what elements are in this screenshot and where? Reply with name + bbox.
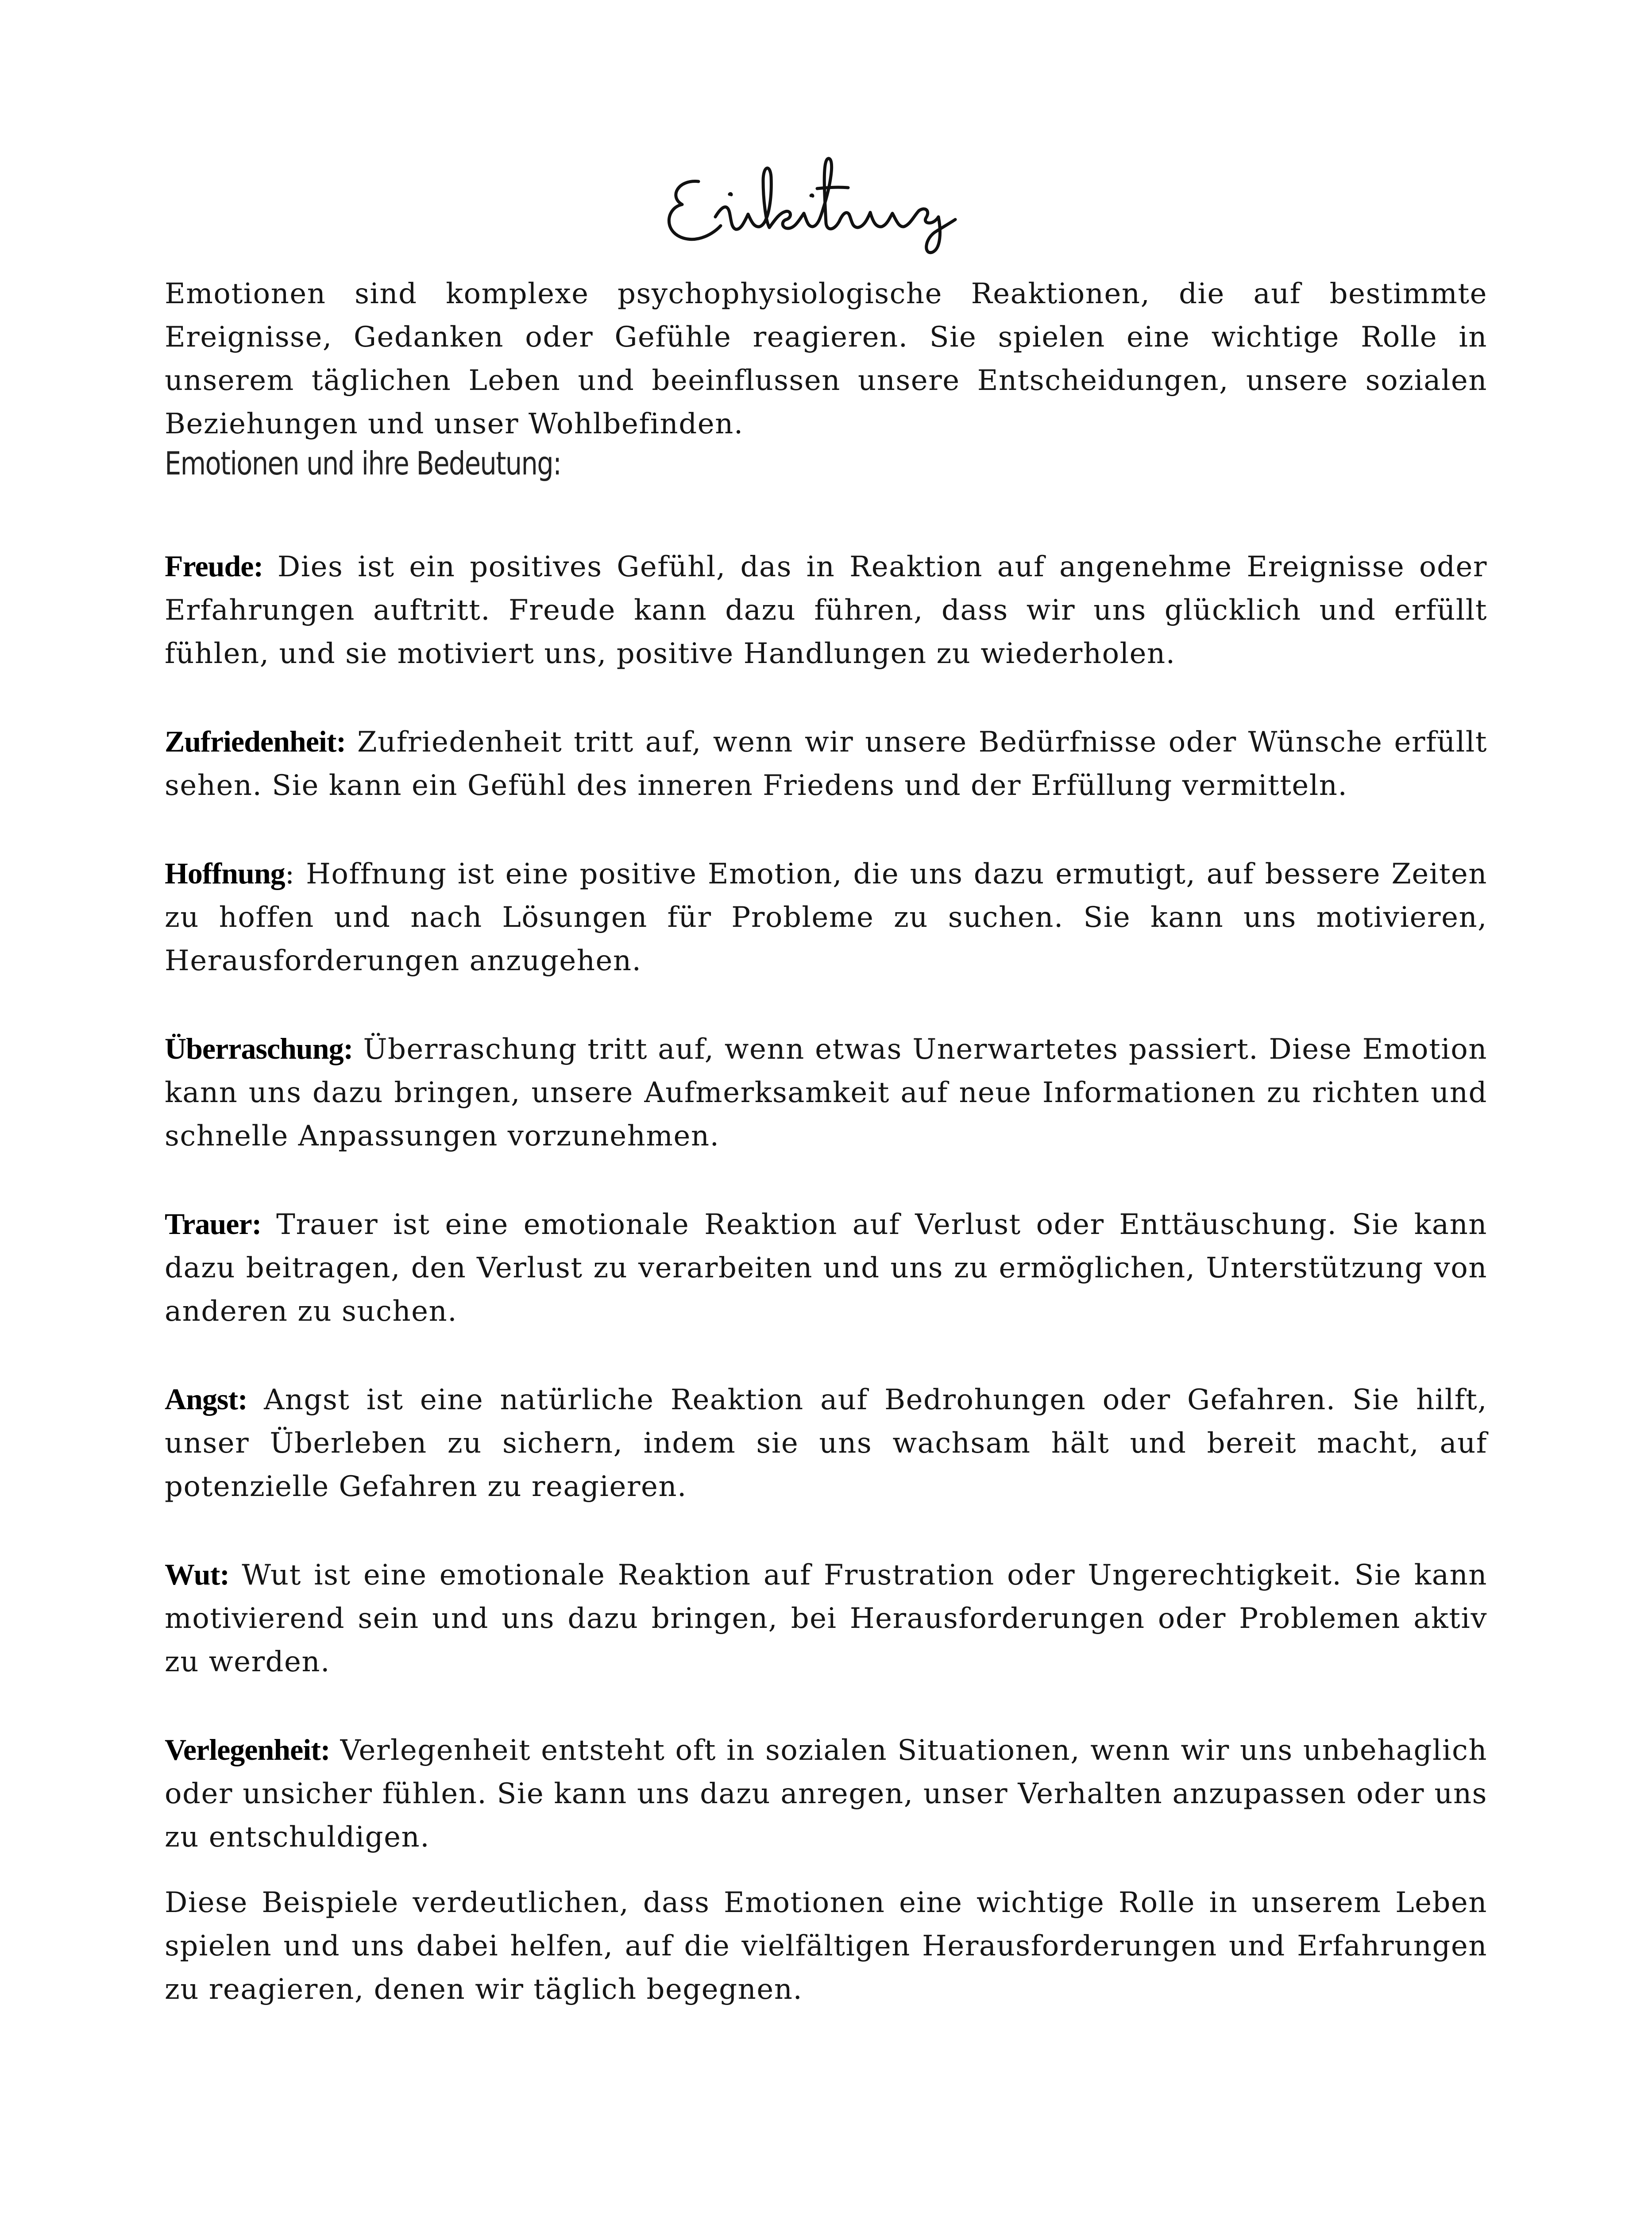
emotion-text: Trauer ist eine emotionale Reaktion auf Verlust oder Enttäuschung. Sie kann dazu beitragen, den Verlust zu verarbeiten und uns zu ermöglichen, Unterstützung von anderen zu suchen. [165,1208,1487,1328]
emotion-item-zufriedenheit [165,720,1487,807]
intro-paragraph: Emotionen sind komplexe psychophysiologische Reaktionen, die auf bestimmte Ereignisse, Gedanken oder Gefühle reagieren. Sie spielen eine wichtige Rolle in unserem täglichen Leben und beeinflussen unsere Entscheidungen, unsere sozialen Beziehungen und unser Wohlbefinden. [165,278,1487,440]
emotion-text: Verlegenheit entsteht oft in sozialen Situationen, wenn wir uns unbehaglich oder unsicher fühlen. Sie kann uns dazu anregen, unser Verhalten anzupassen oder uns zu entschuldigen. [165,1734,1487,1854]
emotion-text: Wut ist eine emotionale Reaktion auf Frustration oder Ungerechtigkeit. Sie kann motivierend sein und uns dazu bringen, bei Herausforderungen oder Problemen aktiv zu werden. [165,1559,1487,1678]
emotion-label: Zufriedenheit: [165,725,346,758]
conclusion-section [165,1881,1487,2011]
emotion-item-ueberraschung [165,1027,1487,1158]
emotion-item-wut [165,1553,1487,1684]
emotion-text: Angst ist eine natürliche Reaktion auf Bedrohungen oder Gefahren. Sie hilft, unser Überleben zu sichern, indem sie uns wachsam hält und bereit macht, auf potenzielle Gefahren zu reagieren. [165,1384,1487,1503]
emotion-text: Dies ist ein positives Gefühl, das in Reaktion auf angenehme Ereignisse oder Erfahrungen auftritt. Freude kann dazu führen, dass wir uns glücklich und erfüllt fühlen, und sie motiviert uns, positive Handlungen zu wiederholen. [165,551,1487,670]
conclusion-paragraph: Diese Beispiele verdeutlichen, dass Emotionen eine wichtige Rolle in unserem Leben spielen und uns dabei helfen, auf die vielfältigen Herausforderungen und Erfahrungen zu reagieren, denen wir täglich begegnen. [165,1886,1487,2006]
emotion-item-angst [165,1377,1487,1508]
emotion-item-hoffnung [165,852,1487,983]
emotion-text: : Hoffnung ist eine positive Emotion, die uns dazu ermutigt, auf bessere Zeiten zu hoffen und nach Lösungen für Probleme zu suchen. Sie kann uns motivieren, Herausforderungen anzugehen. [165,858,1487,977]
emotion-label: Hoffnung [165,856,285,890]
emotion-item-verlegenheit [165,1728,1487,1859]
page-title [658,133,994,266]
intro-section [165,272,1487,446]
emotion-item-freude [165,544,1487,675]
emotion-label: Angst: [165,1382,247,1416]
title-wrap [0,133,1652,266]
emotion-label: Überraschung: [165,1032,353,1065]
emotion-label: Trauer: [165,1207,262,1241]
emotion-item-trauer [165,1202,1487,1333]
emotion-text: Zufriedenheit tritt auf, wenn wir unsere Bedürfnisse oder Wünsche erfüllt sehen. Sie kann ein Gefühl des inneren Friedens und der Erfüllung vermitteln. [165,726,1487,802]
emotion-text: Überraschung tritt auf, wenn etwas Unerwartetes passiert. Diese Emotion kann uns dazu bringen, unsere Aufmerksamkeit auf neue Informationen zu richten und schnelle Anpassungen vorzunehmen. [165,1033,1487,1153]
emotion-label: Wut: [165,1558,229,1591]
emotion-label: Verlegenheit: [165,1733,330,1766]
section-heading: Emotionen und ihre Bedeutung: [165,445,561,482]
emotion-label: Freude: [165,549,263,583]
emotions-list [165,544,1487,1903]
